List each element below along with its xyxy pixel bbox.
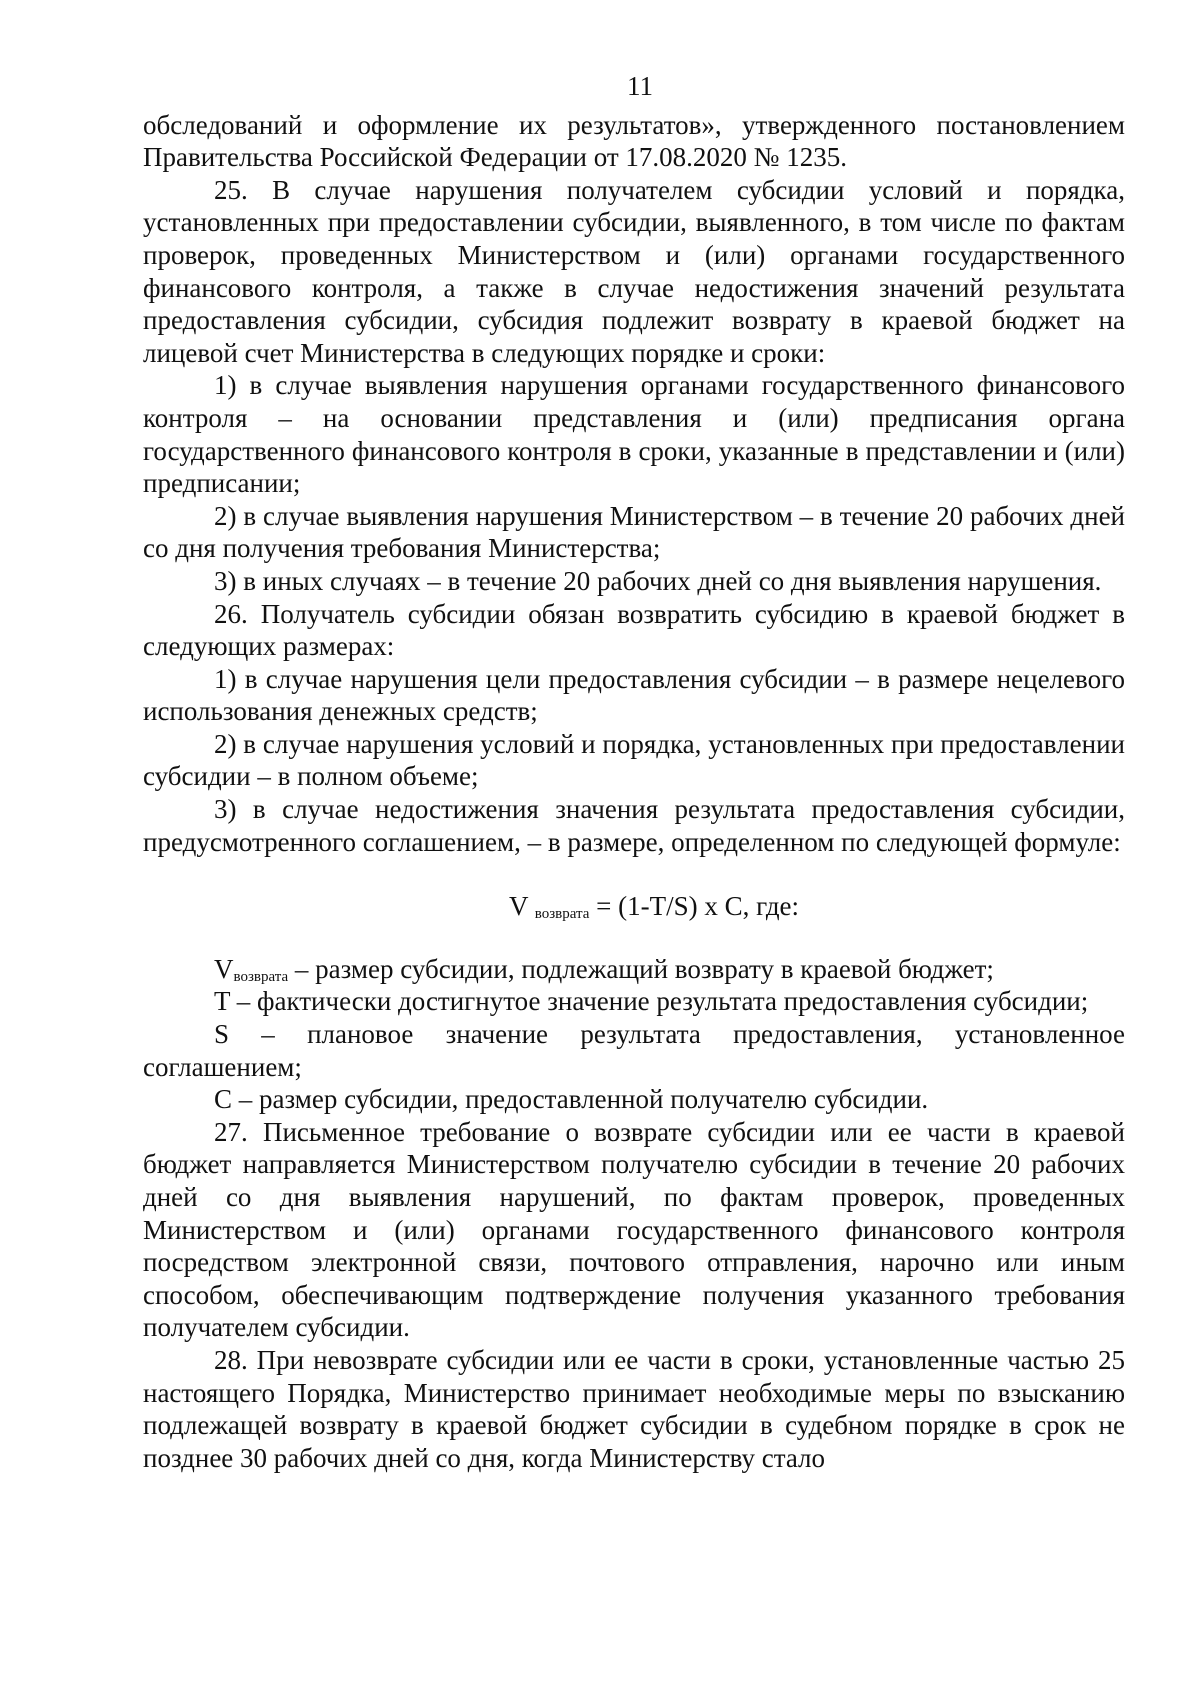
body-text-after-formula: [143, 985, 1125, 1474]
definition-v: [143, 953, 1125, 986]
page-number: 11: [627, 71, 653, 101]
paragraph: 27. Письменное требование о возврате субсидии или ее части в краевой бюджет направляется Министерством получателю субсидии в течение 20 рабочих дней со дня выявления нарушений, по фактам проверок, проведенных Министерством и (или) органами государственного финансового контроля посредством электронной связи, почтового отправления, нарочно или иным способом, обеспечивающим подтверждение получения указанного требования получателем субсидии.: [143, 1116, 1125, 1343]
formula: [143, 890, 1125, 923]
paragraph: 3) в случае недостижения значения результата предоставления субсидии, предусмотренного соглашением, – в размере, определенном по следующей формуле:: [143, 794, 1125, 857]
paragraph: 1) в случае нарушения цели предоставления субсидии – в размере нецелевого использования денежных средств;: [143, 663, 1125, 727]
document-page: [143, 70, 1125, 1474]
formula-expression: = (1-T/S) x C, где:: [589, 891, 800, 922]
paragraph: T – фактически достигнутое значение результата предоставления субсидии;: [214, 986, 1089, 1017]
paragraph: 2) в случае нарушения условий и порядка, установленных при предоставлении субсидии – в полном объеме;: [143, 728, 1125, 792]
paragraph: 28. При невозврате субсидии или ее части в сроки, установленные частью 25 настоящего Порядка, Министерство принимает необходимые меры по взысканию подлежащей возврату в краевой бюджет субсидии в судебном порядке в срок не позднее 30 рабочих дней со дня, когда Министерству стало: [143, 1344, 1125, 1473]
paragraph: 25. В случае нарушения получателем субсидии условий и порядка, установленных при предоставлении субсидии, выявленного, в том числе по фактам проверок, проведенных Министерством и (или) органами государственного финансового контроля, а также в случае недостижения значений результата предоставления субсидии, субсидия подлежит возврату в краевой бюджет на лицевой счет Министерства в следующих порядке и сроки:: [143, 174, 1125, 368]
formula-subscript: возврата: [534, 906, 590, 923]
paragraph: S – плановое значение результата предоставления, установленное соглашением;: [143, 1019, 1125, 1082]
definition-v-subscript: возврата: [233, 968, 289, 985]
body-text-before-formula: [143, 109, 1125, 859]
paragraph: 2) в случае выявления нарушения Министерством – в течение 20 рабочих дней со дня получения требования Министерства;: [143, 500, 1125, 564]
definition-v-symbol: V: [214, 953, 234, 984]
definition-v-text: – размер субсидии, подлежащий возврату в краевой бюджет;: [288, 953, 994, 984]
paragraph: 26. Получатель субсидии обязан возвратить субсидию в краевой бюджет в следующих размерах:: [143, 598, 1125, 662]
paragraph: C – размер субсидии, предоставленной получателю субсидии.: [214, 1084, 929, 1115]
formula-symbol: V: [508, 891, 528, 922]
paragraph: 1) в случае выявления нарушения органами государственного финансового контроля – на основании представления и (или) предписания органа государственного финансового контроля в сроки, указанные в представлении и (или) предписании;: [143, 370, 1125, 499]
paragraph: обследований и оформление их результатов», утвержденного постановлением Правительства Российской Федерации от 17.08.2020 № 1235.: [143, 109, 1125, 173]
paragraph: 3) в иных случаях – в течение 20 рабочих дней со дня выявления нарушения.: [214, 565, 1102, 596]
